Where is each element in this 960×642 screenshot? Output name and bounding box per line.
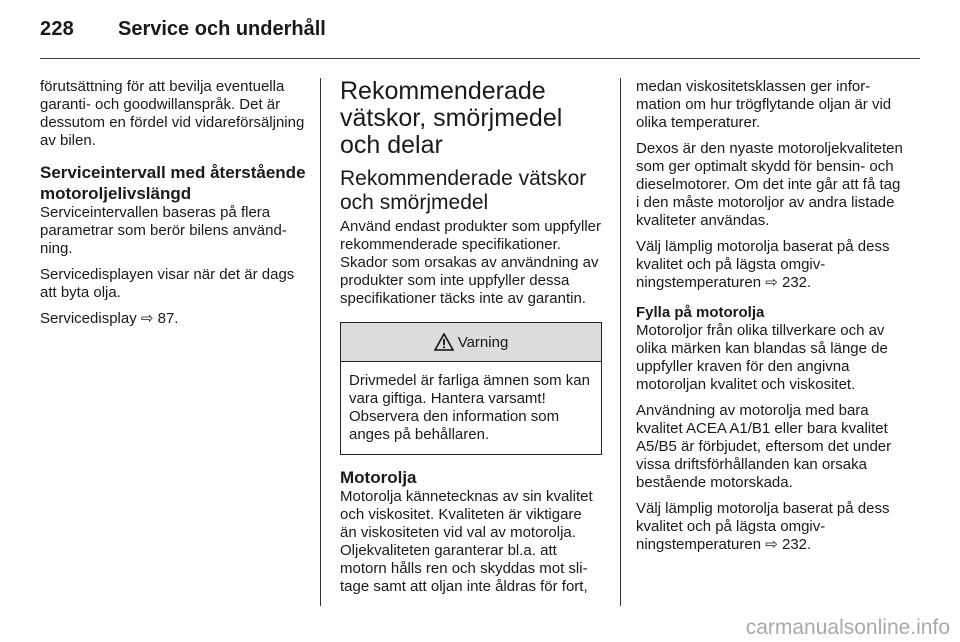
paragraph: Använd endast produkter som uppfyller rekommenderade specifikationer. Skador som orsakas av användning av produkter som inte uppfyller dessa specifikationer täcks inte av garantin. [340,218,601,307]
page-section-title: Service och underhåll [118,18,326,40]
column-1 [40,78,308,336]
paragraph: Dexos är den nyaste motoroljekvaliteten som ger optimalt skydd för bensin- och dieselmotorer. Om det inte går att få tag i den måste motoroljor av andra listade kvaliteter användas. [636,140,903,229]
page-header [40,18,920,58]
heading-motorolja: Motorolja [340,468,417,487]
paragraph: Motoroljor från olika tillverkare och av olika märken kan blandas så länge de uppfyller kraven för den angivna motoroljan kvalitet och viskositet. [636,322,888,393]
warning-title: Varning [457,333,509,351]
header-rule [40,58,920,59]
paragraph: Användning av motorolja med bara kvalitet ACEA A1/B1 eller bara kvalitet A5/B5 är förbjudet, eftersom det under vissa driftsförhållanden kan orsaka bestående motorskada. [636,402,892,491]
paragraph: Välj lämplig motorolja baserat på dess kvalitet och på lägsta omgivningstemperaturen ⇨ 232. [636,500,890,553]
column-3 [636,78,906,562]
paragraph: Serviceintervallen baseras på flera parametrar som berör bilens användning. [40,204,287,257]
watermark-text: carmanualsonline.info [745,616,950,639]
column-divider [320,78,321,606]
warning-box [340,322,602,455]
paragraph: Motorolja kännetecknas av sin kvalitet och viskositet. Kvaliteten är viktigare än viskositeten vid val av motorolja. Oljekvaliteten garanterar bl.a. att motorn hålls ren och skyddas mot slitage samt att oljan inte åldras för fort, [340,488,593,595]
paragraph: förutsättning för att bevilja eventuella garanti- och goodwillanspråk. Det är dessutom en fördel vid vidareförsäljning av bilen. [40,78,305,149]
warning-header [341,323,601,362]
chapter-title: Rekommenderade vätskor, smörjmedel och delar [340,77,563,159]
heading-service-interval: Serviceintervall med återstående motoroljelivslängd [40,163,306,203]
section-title: Rekommenderade vätskor och smörjmedel [340,167,587,214]
warning-triangle-icon [434,333,454,351]
paragraph: Välj lämplig motorolja baserat på dess kvalitet och på lägsta omgivningstemperaturen ⇨ 232. [636,238,890,291]
paragraph: Servicedisplayen visar när det är dags att byta olja. [40,266,295,301]
warning-text: Drivmedel är farliga ämnen som kan vara giftiga. Hantera varsamt! Observera den information som anges på behållaren. [349,372,590,443]
page-number: 228 [40,18,74,40]
column-2 [340,78,602,604]
column-divider [620,78,621,606]
paragraph-service-display-ref: Servicedisplay ⇨ 87. [40,310,179,327]
heading-fylla-pa-motorolja: Fylla på motorolja [636,304,765,321]
paragraph: medan viskositetsklassen ger information om hur trögflytande oljan är vid olika temperaturer. [636,78,892,131]
